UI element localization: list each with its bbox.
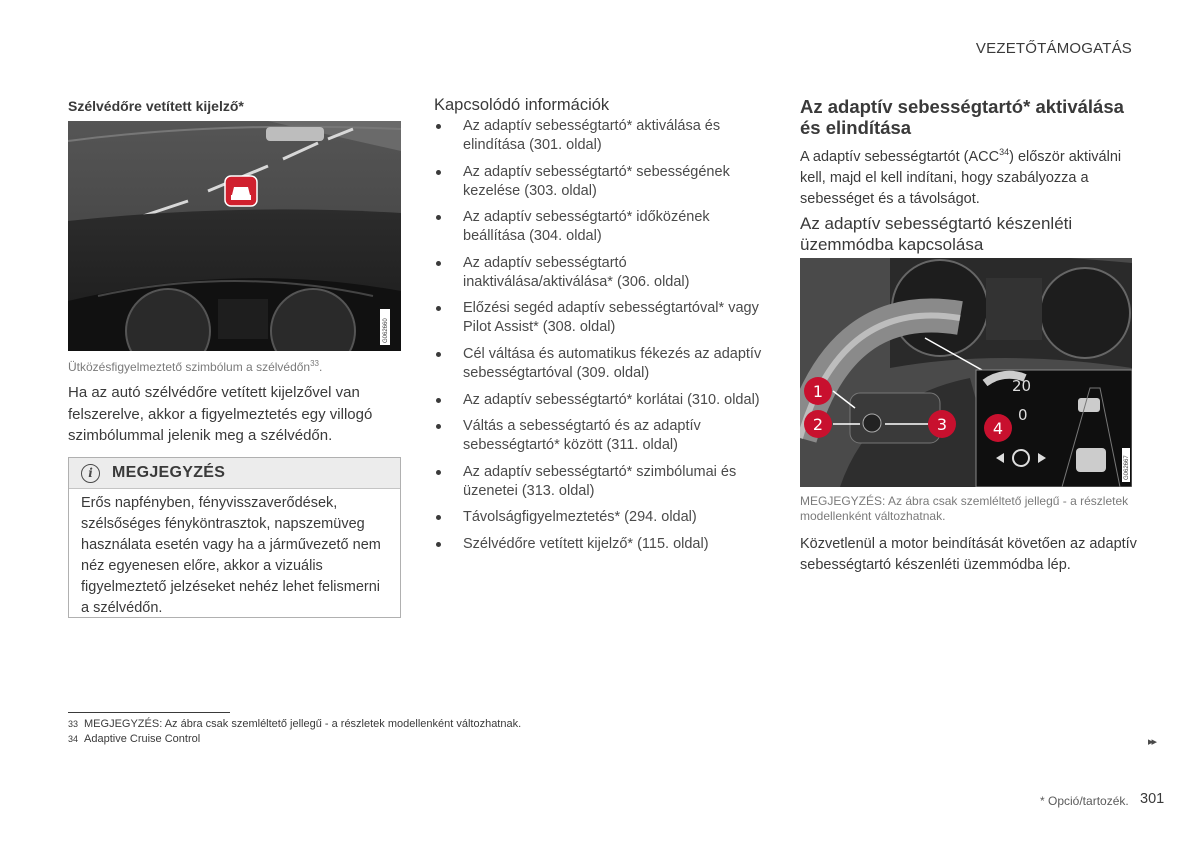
steering-wheel-illustration [800,258,1132,487]
section-label: VEZETŐTÁMOGATÁS [975,40,1132,57]
hud-illustration [68,121,401,351]
related-link[interactable]: Cél váltása és automatikus fékezés az adaptív sebességtartóval (309. oldal) [434,345,774,383]
callout-2 [804,410,832,438]
note-title: MEGJEGYZÉS [112,464,226,481]
svg-text:3: 3 [936,415,948,434]
inset-bottom-value: 0 [1018,406,1028,424]
acc-figure-caption: MEGJEGYZÉS: Az ábra csak szemléltető jellegű - a részletek modellenként változhatnak. [800,494,1129,523]
footnote-33: 33 MEGJEGYZÉS: Az ábra csak szemléltető jellegű - a részletek modellenként változhatnak. [68,718,522,730]
related-link[interactable]: Szélvédőre vetített kijelző* (115. oldal) [434,535,774,554]
related-link[interactable]: Távolságfigyelmeztetés* (294. oldal) [434,508,774,527]
hud-figure [68,121,401,351]
related-link[interactable]: Váltás a sebességtartó és az adaptív sebességtartó* között (311. oldal) [434,417,774,455]
related-link[interactable]: Az adaptív sebességtartó* sebességének kezelése (303. oldal) [434,163,774,201]
figure-stamp: G062667 [1124,455,1130,480]
related-link[interactable]: Az adaptív sebességtartó* szimbólumai és üzenetei (313. oldal) [434,463,774,501]
footnote-34: 34 Adaptive Cruise Control [68,733,201,745]
callout-1 [804,377,832,405]
figure-stamp: G062660 [383,318,389,343]
acc-intro-text: A adaptív sebességtartót (ACC$^{34}$) először aktiválni kell, majd el kell indítani, hogy szabályozza a sebességet és a távolságot. [800,147,1122,207]
footnote-rule [68,712,230,713]
page-number: 301 [1140,791,1165,807]
note-text: Erős napfényben, fényvisszaverődések, szélsőséges fényköntrasztok, napszemüveg használata esetén vagy ha a járművezető nem néz egyenesen előre, akkor a vizuális figyelmeztető jelzéseket nehéz lehet felismerni a szélvédőn. [81,495,381,616]
related-link[interactable]: Az adaptív sebességtartó* aktiválása és elindítása (301. oldal) [434,117,774,155]
callout-3 [928,410,956,438]
hud-body-text: Ha az autó szélvédőre vetített kijelzővel van felszerelve, akkor a figyelmeztetés egy villogó szimbólummal jelenik meg a szélvédőn. [68,384,373,444]
speed-readout: 76 [930,304,954,325]
acc-standby-text: Közvetlenül a motor beindítását követően az adaptív sebességtartó készenléti üzemmódba lép. [800,536,1137,573]
related-link[interactable]: Az adaptív sebességtartó* időközének beállítása (304. oldal) [434,208,774,246]
related-info-heading: Kapcsolódó információk [434,96,610,114]
svg-text:2: 2 [812,415,824,434]
info-icon: i [81,464,100,483]
related-link[interactable]: Előzési segéd adaptív sebességtartóval* vagy Pilot Assist* (308. oldal) [434,299,774,337]
acc-standby-subheading: Az adaptív sebességtartó készenléti üzemmódba kapcsolása [800,214,1073,254]
collision-warning-icon [225,176,257,206]
note-header [69,458,400,489]
rearview-mirror [266,127,324,141]
related-link[interactable]: Az adaptív sebességtartó inaktiválása/aktiválása* (306. oldal) [434,254,774,292]
callout-4 [984,414,1012,442]
option-note: * Opció/tartozék. [1040,794,1129,808]
related-link[interactable]: Az adaptív sebességtartó* korlátai (310. oldal) [434,391,774,410]
hud-heading: Szélvédőre vetített kijelző* [68,98,244,114]
related-links-list [434,117,774,562]
inset-top-value: 20 [1012,377,1032,395]
acc-title: Az adaptív sebességtartó* aktiválása és elindítása [800,96,1124,138]
svg-text:1: 1 [812,382,824,401]
note-box [68,457,401,618]
hud-caption: Ütközésfigyelmeztető szimbólum a szélvédőn$^{33}$. [68,359,323,374]
svg-text:4: 4 [992,419,1004,438]
tachometer-gauge [1040,268,1130,358]
acc-steering-figure [800,258,1132,487]
continue-arrows-icon: ▸▸ [1148,736,1156,748]
